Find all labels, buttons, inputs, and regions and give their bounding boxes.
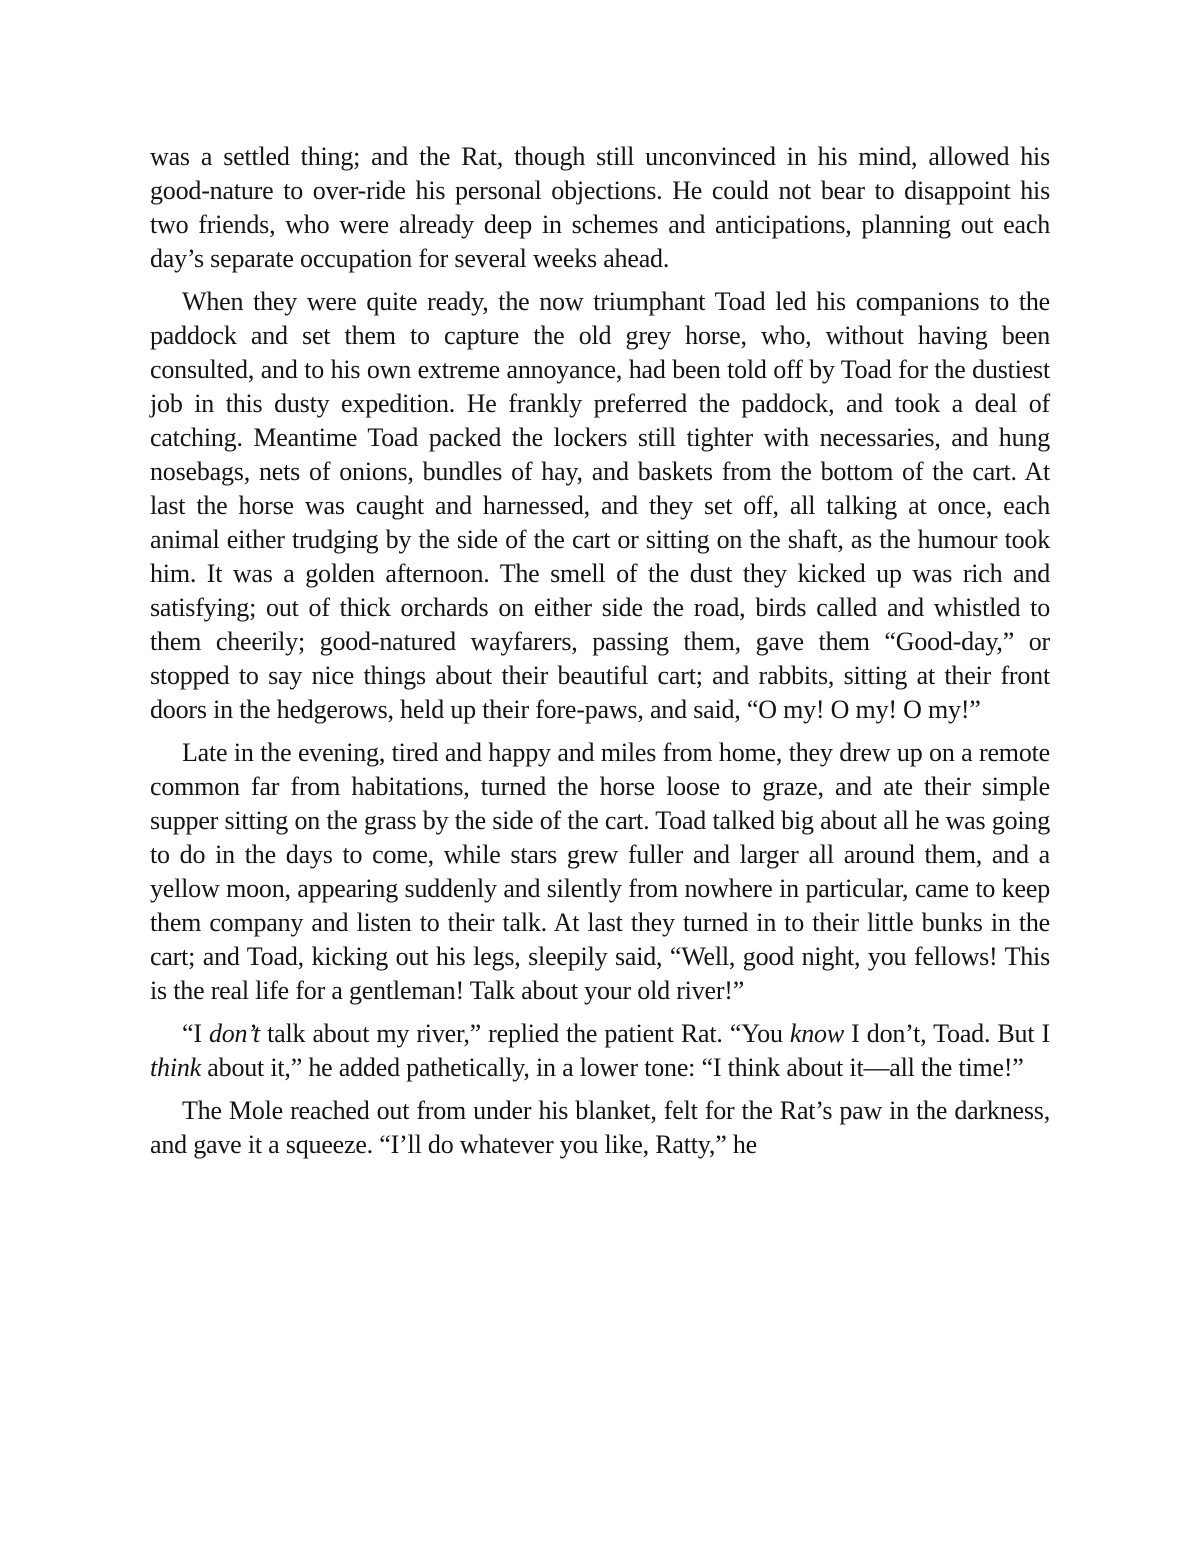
text-run: Late in the evening, tired and happy and miles from home, they drew up on a remote common far from habitations, turned the horse loose to graze, and ate their simple supper sitting on the grass by the side of the cart. Toad talked big about all he was going to do in the days to come, while stars grew fuller and larger all around them, and a yellow moon, appearing suddenly and silently from nowhere in particular, came to keep them company and listen to their talk. At last they turned in to their little bunks in the cart; and Toad, kicking out his legs, sleepily said, “Well, good night, you fellows! This is the real life for a gentleman! Talk about your old river!”	[150, 738, 1050, 1005]
paragraph	[150, 1017, 1050, 1085]
italic-text-run: think	[150, 1053, 201, 1082]
text-run: about it,” he added pathetically, in a lower tone: “I think about it—all the time!”	[201, 1053, 1024, 1082]
body-text	[150, 140, 1050, 1162]
text-run: talk about my river,” replied the patient Rat. “You	[259, 1019, 790, 1048]
paragraph	[150, 285, 1050, 727]
text-run: The Mole reached out from under his blanket, felt for the Rat’s paw in the darkness, and gave it a squeeze. “I’ll do whatever you like, Ratty,” he	[150, 1096, 1050, 1159]
paragraph	[150, 140, 1050, 276]
text-run: “I	[182, 1019, 209, 1048]
paragraph	[150, 1094, 1050, 1162]
text-run: was a settled thing; and the Rat, though still unconvinced in his mind, allowed his good-nature to over-ride his personal objections. He could not bear to disappoint his two friends, who were already deep in schemes and anticipations, planning out each day’s separate occupation for several weeks ahead.	[150, 142, 1050, 273]
text-run: I don’t, Toad. But I	[844, 1019, 1050, 1048]
paragraph	[150, 736, 1050, 1008]
italic-text-run: don’t	[208, 1019, 260, 1048]
text-run: When they were quite ready, the now triumphant Toad led his companions to the paddock and set them to capture the old grey horse, who, without having been consulted, and to his own extreme annoyance, had been told off by Toad for the dustiest job in this dusty expedition. He frankly preferred the paddock, and took a deal of catching. Meantime Toad packed the lockers still tighter with necessaries, and hung nosebags, nets of onions, bundles of hay, and baskets from the bottom of the cart. At last the horse was caught and harnessed, and they set off, all talking at once, each animal either trudging by the side of the cart or sitting on the shaft, as the humour took him. It was a golden afternoon. The smell of the dust they kicked up was rich and satisfying; out of thick orchards on either side the road, birds called and whistled to them cheerily; good-natured wayfarers, passing them, gave them “Good-day,” or stopped to say nice things about their beautiful cart; and rabbits, sitting at their front doors in the hedgerows, held up their fore-paws, and said, “O my! O my! O my!”	[150, 287, 1050, 724]
italic-text-run: know	[789, 1019, 845, 1048]
